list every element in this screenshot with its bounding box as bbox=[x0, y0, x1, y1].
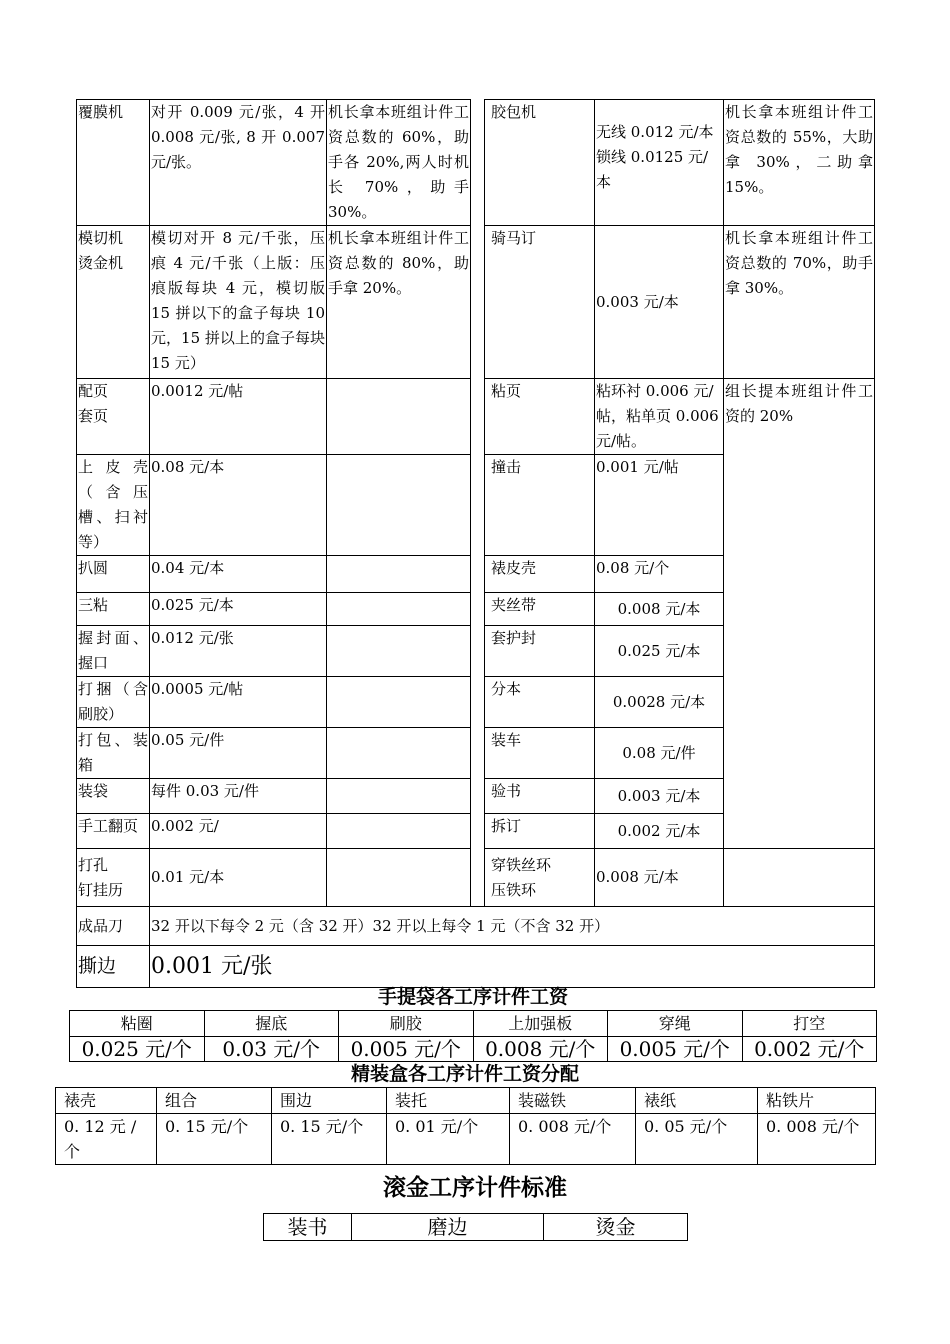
unit-price: 0.008 元/本 bbox=[595, 849, 724, 907]
column-header: 装托 bbox=[387, 1088, 510, 1114]
process-name: 三粘 bbox=[77, 593, 150, 626]
share-note bbox=[724, 849, 875, 907]
process-name: 扒圆 bbox=[77, 556, 150, 593]
process-name: 配页 套页 bbox=[77, 379, 150, 455]
column-gap bbox=[471, 849, 485, 907]
process-name: 装车 bbox=[485, 728, 595, 779]
process-name: 夹丝带 bbox=[485, 593, 595, 626]
process-name: 拆订 bbox=[485, 814, 595, 849]
unit-price: 每件 0.03 元/件 bbox=[150, 779, 327, 814]
column-header: 打空 bbox=[742, 1011, 877, 1037]
share-note bbox=[327, 677, 471, 728]
share-note bbox=[327, 779, 471, 814]
process-name: 验书 bbox=[485, 779, 595, 814]
unit-price: 0.01 元/本 bbox=[150, 849, 327, 907]
table-cell: 0. 15 元/个 bbox=[157, 1114, 272, 1165]
unit-price: 0.003 元/本 bbox=[595, 779, 724, 814]
unit-price: 0.001 元/帖 bbox=[595, 455, 724, 556]
process-name: 粘页 bbox=[485, 379, 595, 455]
column-header: 裱壳 bbox=[56, 1088, 157, 1114]
table-cell: 0. 008 元/个 bbox=[510, 1114, 636, 1165]
column-header: 组合 bbox=[157, 1088, 272, 1114]
share-note: 组长提本班组计件工资的 20% bbox=[724, 379, 875, 849]
table-cell: 0. 01 元/个 bbox=[387, 1114, 510, 1165]
process-name: 打捆（含刷胶） bbox=[77, 677, 150, 728]
process-name: 撕边 bbox=[77, 946, 150, 988]
share-note bbox=[327, 593, 471, 626]
share-note: 机长拿本班组计件工资总数的 70%，助手拿 30%。 bbox=[724, 226, 875, 379]
unit-price: 0.002 元/ bbox=[150, 814, 327, 849]
column-header: 烫金 bbox=[544, 1214, 688, 1241]
process-name: 装袋 bbox=[77, 779, 150, 814]
unit-price: 32 开以下每令 2 元（含 32 开）32 开以上每令 1 元（不含 32 开） bbox=[150, 907, 875, 946]
process-name: 穿铁丝环 压铁环 bbox=[485, 849, 595, 907]
column-header: 上加强板 bbox=[473, 1011, 608, 1037]
column-header: 磨边 bbox=[352, 1214, 544, 1241]
unit-price: 0.04 元/本 bbox=[150, 556, 327, 593]
share-note: 机长拿本班组计件工资总数的 55%，大助拿 30%，二助拿 15%。 bbox=[724, 100, 875, 226]
share-note bbox=[327, 849, 471, 907]
column-gap bbox=[471, 100, 485, 849]
process-name: 分本 bbox=[485, 677, 595, 728]
unit-price: 0.08 元/件 bbox=[595, 728, 724, 779]
share-note bbox=[327, 728, 471, 779]
table-cell: 0.005 元/个 bbox=[608, 1037, 743, 1062]
unit-price: 无线 0.012 元/本 锁线 0.0125 元/本 bbox=[595, 100, 724, 226]
piece-rate-table bbox=[76, 99, 875, 988]
process-name: 覆膜机 bbox=[77, 100, 150, 226]
gold-standard-table bbox=[263, 1213, 688, 1241]
unit-price: 0.08 元/本 bbox=[150, 455, 327, 556]
table-cell: 0. 008 元/个 bbox=[758, 1114, 876, 1165]
process-name: 打孔 钉挂历 bbox=[77, 849, 150, 907]
unit-price: 0.008 元/本 bbox=[595, 593, 724, 626]
unit-price: 对开 0.009 元/张，4 开 0.008 元/张, 8 开 0.007 元/张。 bbox=[150, 100, 327, 226]
unit-price: 0.08 元/个 bbox=[595, 556, 724, 593]
process-name: 上皮壳（含压槽、扫衬等） bbox=[77, 455, 150, 556]
gold-section-title: 滚金工序计件标准 bbox=[383, 1175, 567, 1201]
column-header: 穿绳 bbox=[608, 1011, 743, 1037]
unit-price: 模切对开 8 元/千张，压痕 4 元/千张（上版：压痕版每块 4 元，模切版 15 拼以下的盒子每块 10 元，15 拼以上的盒子每块 15 元） bbox=[150, 226, 327, 379]
process-name: 打包、装箱 bbox=[77, 728, 150, 779]
column-header: 刷胶 bbox=[339, 1011, 474, 1037]
process-name: 手工翻页 bbox=[77, 814, 150, 849]
table-cell: 0. 12 元 / 个 bbox=[56, 1114, 157, 1165]
table-cell: 0.03 元/个 bbox=[204, 1037, 339, 1062]
table-cell: 0. 15 元/个 bbox=[272, 1114, 387, 1165]
bag-section-title: 手提袋各工序计件工资 bbox=[377, 986, 568, 1008]
unit-price: 0.002 元/本 bbox=[595, 814, 724, 849]
process-name: 撞击 bbox=[485, 455, 595, 556]
table-cell: 0.002 元/个 bbox=[742, 1037, 877, 1062]
column-header: 粘圈 bbox=[70, 1011, 205, 1037]
column-header: 装磁铁 bbox=[510, 1088, 636, 1114]
share-note: 机长拿本班组计件工资总数的 80%，助手拿 20%。 bbox=[327, 226, 471, 379]
bag-wage-table bbox=[69, 1010, 877, 1062]
column-header: 装书 bbox=[264, 1214, 352, 1241]
unit-price: 0.05 元/件 bbox=[150, 728, 327, 779]
column-header: 裱纸 bbox=[636, 1088, 758, 1114]
table-cell: 0.008 元/个 bbox=[473, 1037, 608, 1062]
unit-price: 0.003 元/本 bbox=[595, 226, 724, 379]
share-note bbox=[327, 556, 471, 593]
table-row bbox=[77, 849, 875, 907]
box-wage-table bbox=[55, 1087, 876, 1165]
column-header: 握底 bbox=[204, 1011, 339, 1037]
share-note bbox=[327, 626, 471, 677]
unit-price: 0.0005 元/帖 bbox=[150, 677, 327, 728]
column-header: 粘铁片 bbox=[758, 1088, 876, 1114]
share-note: 机长拿本班组计件工资总数的 60%，助手各 20%,两人时机长 70%，助手 30%。 bbox=[327, 100, 471, 226]
process-name: 成品刀 bbox=[77, 907, 150, 946]
unit-price: 0.0028 元/本 bbox=[595, 677, 724, 728]
process-name: 模切机 烫金机 bbox=[77, 226, 150, 379]
unit-price: 0.012 元/张 bbox=[150, 626, 327, 677]
unit-price: 0.001 元/张 bbox=[150, 946, 875, 988]
process-name: 套护封 bbox=[485, 626, 595, 677]
box-section-title: 精装盒各工序计件工资分配 bbox=[350, 1063, 579, 1085]
share-note bbox=[327, 814, 471, 849]
table-cell: 0. 05 元/个 bbox=[636, 1114, 758, 1165]
process-name: 胶包机 bbox=[485, 100, 595, 226]
column-header: 围边 bbox=[272, 1088, 387, 1114]
unit-price: 粘环衬 0.006 元/帖，粘单页 0.006 元/帖。 bbox=[595, 379, 724, 455]
process-name: 骑马订 bbox=[485, 226, 595, 379]
table-cell: 0.005 元/个 bbox=[339, 1037, 474, 1062]
unit-price: 0.0012 元/帖 bbox=[150, 379, 327, 455]
table-cell: 0.025 元/个 bbox=[70, 1037, 205, 1062]
table-row bbox=[77, 100, 875, 226]
share-note bbox=[327, 455, 471, 556]
process-name: 裱皮壳 bbox=[485, 556, 595, 593]
share-note bbox=[327, 379, 471, 455]
process-name: 握封面、握口 bbox=[77, 626, 150, 677]
unit-price: 0.025 元/本 bbox=[595, 626, 724, 677]
unit-price: 0.025 元/本 bbox=[150, 593, 327, 626]
